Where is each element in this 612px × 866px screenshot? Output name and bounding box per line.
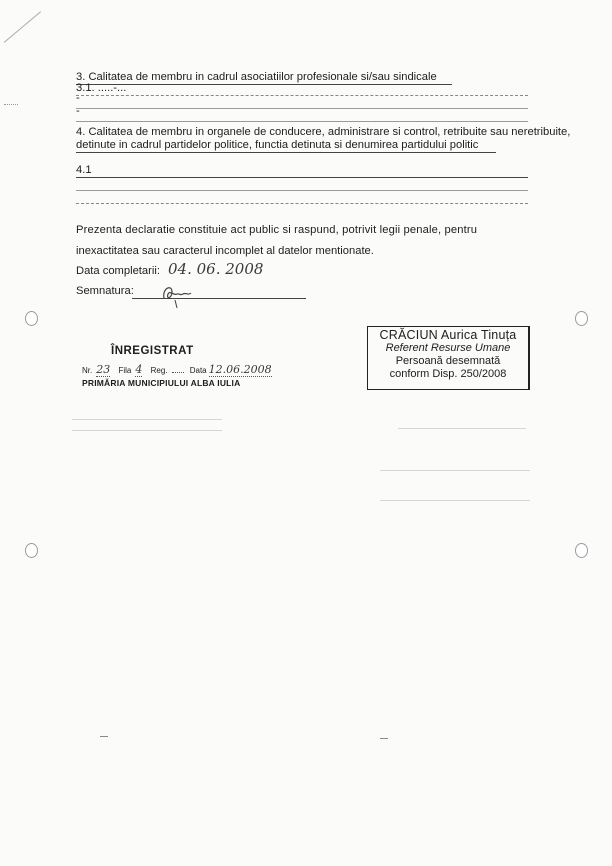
section4-heading-line1: 4. Calitatea de membru in organele de conducere, administrare si control, retribuite sau neretribuite,: [76, 126, 571, 138]
bleed-through-line: [398, 428, 526, 429]
designated-disposition: conform Disp. 250/2008: [389, 368, 507, 380]
scan-corner-mark: [4, 11, 41, 43]
designated-role: Referent Resurse Umane: [385, 342, 511, 354]
section3-heading: 3. Calitatea de membru in cadrul asociatiilor profesionale si/sau sindicale: [76, 71, 437, 83]
declaration-line1: Prezenta declaratie constituie act public si raspund, potrivit legii penale, pentru: [76, 224, 478, 236]
section4-blank-line-1: [76, 190, 528, 191]
scan-edge-dots: [4, 104, 18, 105]
section3-dash-1: -: [76, 92, 80, 104]
section3-dash-2: -: [76, 105, 80, 117]
section4-blank-line-2: [76, 203, 528, 204]
section4-heading-line2: detinute in cadrul partidelor politice, functia detinuta si denumirea partidului politic: [76, 139, 479, 151]
section4-heading-underline: [76, 152, 496, 153]
designated-person-stamp: [367, 326, 530, 390]
stray-mark: [100, 736, 108, 737]
registration-stamp: [80, 345, 272, 395]
fila-value: 4: [135, 363, 143, 376]
declaration-line2: inexactitatea sau caracterul incomplet al datelor mentionate.: [76, 245, 374, 257]
bleed-through-line: [380, 500, 530, 501]
section3-item-line: [76, 95, 528, 96]
date-value: 04. 06. 2008: [168, 260, 264, 278]
fila-label: Fila: [118, 366, 132, 375]
section4-item-4-1: 4.1: [76, 164, 92, 176]
punch-hole-left-top: [25, 311, 38, 326]
registration-stamp-fields: [82, 363, 272, 376]
section3-dash-2-line: [76, 121, 528, 122]
signature-line: [132, 298, 306, 299]
handwritten-signature: [160, 280, 194, 315]
nr-value: 23: [96, 363, 111, 376]
signature-label: Semnatura:: [76, 285, 134, 297]
section3-dash-1-line: [76, 108, 528, 109]
data-value: 12.06.2008: [208, 363, 272, 376]
punch-hole-left-bottom: [25, 543, 38, 558]
section4-item-line: [76, 177, 528, 178]
date-label: Data completarii:: [76, 265, 160, 277]
section3-item-3-1: 3.1. .....-...: [76, 82, 127, 94]
designated-status: Persoană desemnată: [395, 355, 501, 367]
punch-hole-right-bottom: [575, 543, 588, 558]
designated-name: CRĂCIUN Aurica Tinuța: [379, 328, 517, 342]
registration-stamp-institution: PRIMĂRIA MUNICIPIULUI ALBA IULIA: [82, 378, 241, 388]
bleed-through-line: [72, 419, 222, 420]
bleed-through-line: [380, 470, 530, 471]
section3-heading-underline: [76, 84, 452, 85]
stray-mark: [380, 738, 388, 739]
reg-label: Reg.: [150, 366, 168, 375]
data-label: Data: [189, 366, 207, 375]
punch-hole-right-top: [575, 311, 588, 326]
nr-label: Nr.: [82, 366, 93, 375]
registration-stamp-title: ÎNREGISTRAT: [111, 345, 194, 357]
bleed-through-line: [72, 430, 222, 431]
